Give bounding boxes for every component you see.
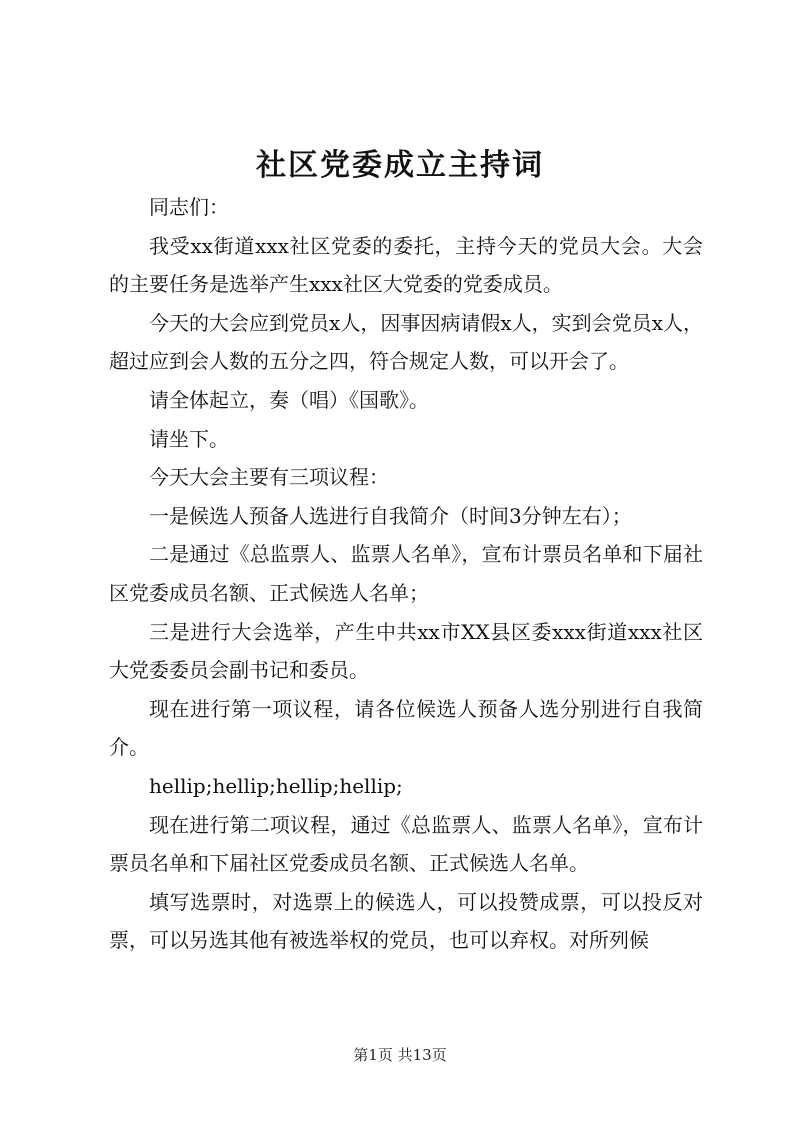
paragraph: 现在进行第二项议程，通过《总监票人、监票人名单》，宣布计票员名单和下届社区党委成员名额、正式候选人名单。 <box>109 812 703 876</box>
paragraph: 请坐下。 <box>149 426 229 451</box>
document-body <box>109 188 703 960</box>
agenda-item-1: 一是候选人预备人选进行自我简介（时间3分钟左右）； <box>149 503 632 528</box>
paragraph: 填写选票时，对选票上的候选人，可以投赞成票，可以投反对票，可以另选其他有被选举权的党员，也可以弃权。对所列候 <box>109 889 703 953</box>
paragraph-greeting: 同志们： <box>149 195 229 219</box>
agenda-item-3: 三是进行大会选举，产生中共xx市XX县区委xxx街道xxx社区大党委委员会副书记和委员。 <box>109 619 703 683</box>
paragraph: 现在进行第一项议程，请各位候选人预备人选分别进行自我简介。 <box>109 696 703 760</box>
paragraph: 请全体起立，奏（唱）《国歌》。 <box>149 387 429 412</box>
page-number: 第1页 共13页 <box>353 1046 447 1064</box>
paragraph: 今天大会主要有三项议程： <box>149 465 389 490</box>
paragraph: 我受xx街道xxx社区党委的委托，主持今天的党员大会。大会的主要任务是选举产生xxx社区大党委的党委成员。 <box>109 233 703 297</box>
document-title: 社区党委成立主持词 <box>256 148 544 183</box>
agenda-item-2: 二是通过《总监票人、监票人名单》，宣布计票员名单和下届社区党委成员名额、正式候选人名单； <box>109 542 703 605</box>
paragraph: 今天的大会应到党员x人，因事因病请假x人，实到会党员x人，超过应到会人数的五分之四，符合规定人数，可以开会了。 <box>109 310 703 374</box>
paragraph-ellipsis: hellip;hellip;hellip;hellip; <box>149 773 403 798</box>
